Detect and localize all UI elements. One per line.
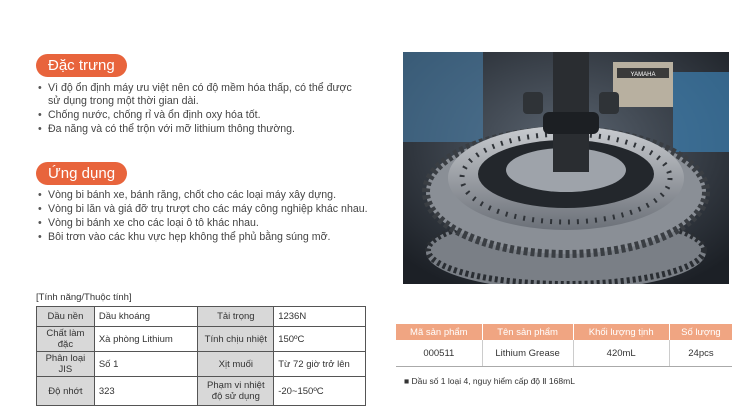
features-list [36,82,366,137]
property-key: Tải trọng [198,307,274,327]
property-key: Dầu nền [37,307,95,327]
property-value: 150ºC [274,327,366,352]
properties-caption: [Tính năng/Thuộc tính] [36,292,132,303]
column-header: Mã sản phẩm [396,324,482,340]
application-item: • Vòng bi bánh xe cho các loại ô tô khác nhau. [36,217,376,230]
applications-heading: Ứng dụng [36,162,127,185]
property-key: Chất làm đặc [37,327,95,352]
product-table [396,324,732,367]
product-code: 000511 [396,340,482,367]
column-header: Tên sản phẩm [482,324,573,340]
feature-item: • Chống nước, chống rỉ và ổn định oxy hóa tốt. [36,109,366,122]
property-key: Phân loại JIS [37,352,95,377]
application-item: • Vòng bi bánh xe, bánh răng, chốt cho các loại máy xây dựng. [36,189,376,202]
gear-photo [403,52,729,284]
feature-item: • Vì độ ổn định máy ưu việt nên có độ mềm hóa thấp, có thể được sử dụng trong một thời gian dài. [36,82,366,108]
property-value: 1236N [274,307,366,327]
net-volume: 420mL [573,340,669,367]
property-value: -20~150ºC [274,377,366,406]
product-name: Lithium Grease [482,340,573,367]
table-row [37,377,366,406]
property-value: Dầu khoáng [94,307,198,327]
property-key: Độ nhớt [37,377,95,406]
property-value: Xà phòng Lithium [94,327,198,352]
product-note-text: Dầu số 1 loại 4, nguy hiểm cấp độ Ⅱ 168mL [411,376,575,386]
table-row [37,327,366,352]
property-value: Số 1 [94,352,198,377]
application-item: • Bôi trơn vào các khu vực hẹp không thể phủ bằng súng mỡ. [36,231,376,244]
column-header: Khối lượng tịnh [573,324,669,340]
features-heading: Đặc trưng [36,54,127,77]
table-row [396,340,732,367]
property-key: Tính chịu nhiệt [198,327,274,352]
properties-table [36,306,366,406]
applications-list [36,189,376,245]
product-note: ■ Dầu số 1 loại 4, nguy hiểm cấp độ Ⅱ 168mL [404,376,575,386]
property-value: Từ 72 giờ trở lên [274,352,366,377]
table-row [37,352,366,377]
property-key: Phạm vi nhiệt độ sử dụng [198,377,274,406]
property-value: 323 [94,377,198,406]
quantity: 24pcs [669,340,732,367]
box-label: YAMAHA [630,72,656,78]
application-item: • Vòng bi lăn và giá đỡ trụ trượt cho các máy công nghiệp khác nhau. [36,203,376,216]
feature-item: • Đa năng và có thể trộn với mỡ lithium thông thường. [36,123,366,136]
table-header-row [396,324,732,340]
property-key: Xịt muối [198,352,274,377]
column-header: Số lượng [669,324,732,340]
table-row [37,307,366,327]
